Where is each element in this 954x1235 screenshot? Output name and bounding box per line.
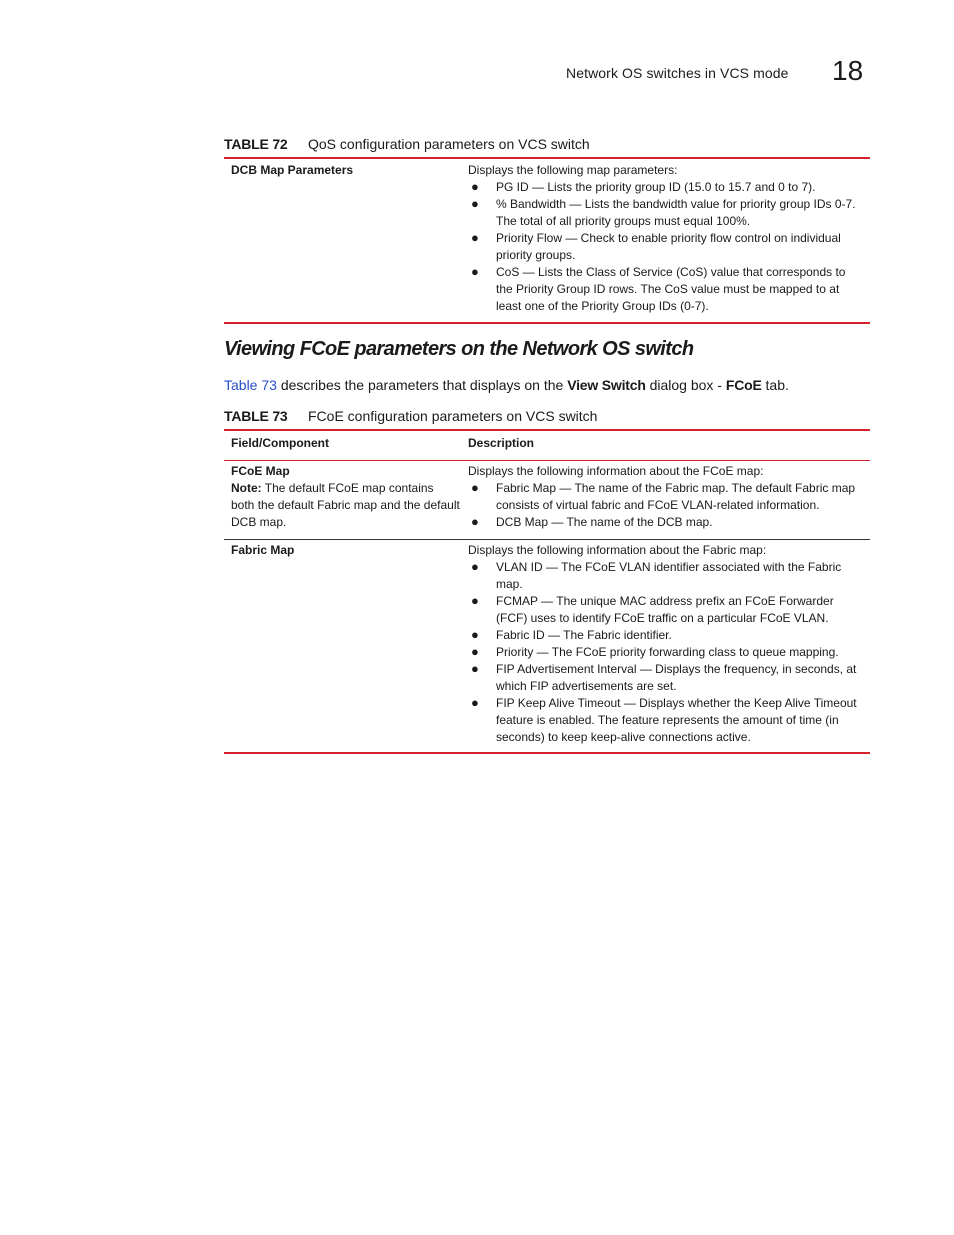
intro-text: tab. <box>761 377 789 393</box>
field-name: DCB Map Parameters <box>231 163 354 177</box>
intro-text: dialog box - <box>645 377 726 393</box>
table-72-title: QoS configuration parameters on VCS switch <box>308 136 590 152</box>
bullet-icon: ● <box>471 695 479 710</box>
bullet-icon: ● <box>471 593 479 608</box>
table-cell-field <box>224 158 468 323</box>
bullet-icon: ● <box>471 514 479 529</box>
list-item-text: FIP Advertisement Interval — Displays the frequency, in seconds, at which FIP advertisements are set. <box>496 662 857 693</box>
intro-paragraph <box>224 376 789 394</box>
list-item <box>468 661 864 695</box>
table-73-title: FCoE configuration parameters on VCS switch <box>308 408 598 424</box>
description-intro: Displays the following information about the Fabric map: <box>468 543 767 557</box>
bullet-list <box>468 559 864 746</box>
bullet-icon: ● <box>471 559 479 574</box>
list-item <box>468 627 864 644</box>
column-header-label: Description <box>468 436 535 450</box>
field-name: FCoE Map <box>231 464 290 478</box>
table-cell-description <box>468 158 870 323</box>
table-73 <box>224 429 870 754</box>
running-header-title: Network OS switches in VCS mode <box>566 65 789 81</box>
list-item-text: PG ID — Lists the priority group ID (15.0 to 15.7 and 0 to 7). <box>496 180 816 194</box>
bullet-list <box>468 480 864 531</box>
list-item-text: Priority Flow — Check to enable priority flow control on individual priority groups. <box>496 231 841 262</box>
list-item <box>468 264 864 315</box>
table-cell-description <box>468 461 870 540</box>
bullet-icon: ● <box>471 644 479 659</box>
list-item <box>468 230 864 264</box>
list-item <box>468 644 864 661</box>
table-73-caption <box>224 407 597 425</box>
table-header-row <box>224 430 870 461</box>
bullet-icon: ● <box>471 264 479 279</box>
bullet-icon: ● <box>471 661 479 676</box>
table-cell-description <box>468 540 870 754</box>
table-cell-field <box>224 461 468 540</box>
description-intro: Displays the following information about the FCoE map: <box>468 464 764 478</box>
table-73-label: TABLE 73 <box>224 408 288 424</box>
table-72 <box>224 157 870 324</box>
bullet-list <box>468 179 864 315</box>
list-item-text: FCMAP — The unique MAC address prefix an FCoE Forwarder (FCF) uses to identify FCoE traffic on a particular FCoE VLAN. <box>496 594 834 625</box>
ui-term-view-switch: View Switch <box>567 377 646 393</box>
list-item <box>468 480 864 514</box>
column-header-label: Field/Component <box>231 436 329 450</box>
list-item <box>468 179 864 196</box>
note-label: Note: <box>231 481 262 495</box>
list-item <box>468 196 864 230</box>
intro-text: describes the parameters that displays on the <box>276 377 568 393</box>
column-header-field <box>224 430 468 461</box>
table-row <box>224 158 870 323</box>
list-item-text: % Bandwidth — Lists the bandwidth value for priority group IDs 0-7. The total of all priority groups must equal 100%. <box>496 197 856 228</box>
section-heading: Viewing FCoE parameters on the Network OS switch <box>224 338 694 360</box>
ui-term-fcoe: FCoE <box>725 377 762 393</box>
field-name: Fabric Map <box>231 543 295 557</box>
column-header-description <box>468 430 870 461</box>
list-item <box>468 593 864 627</box>
list-item-text: Priority — The FCoE priority forwarding class to queue mapping. <box>496 645 839 659</box>
table-row <box>224 540 870 754</box>
list-item-text: DCB Map — The name of the DCB map. <box>496 515 713 529</box>
list-item-text: FIP Keep Alive Timeout — Displays whether the Keep Alive Timeout feature is enabled. The feature represents the amount of time (in seconds) to keep keep-alive connections active. <box>496 696 857 744</box>
note-text: The default FCoE map contains both the default Fabric map and the default DCB map. <box>231 481 460 529</box>
bullet-icon: ● <box>471 480 479 495</box>
bullet-icon: ● <box>471 196 479 211</box>
list-item-text: CoS — Lists the Class of Service (CoS) value that corresponds to the Priority Group ID rows. The CoS value must be mapped to at least one of the Priority Group IDs (0-7). <box>496 265 846 313</box>
bullet-icon: ● <box>471 179 479 194</box>
list-item-text: Fabric ID — The Fabric identifier. <box>496 628 672 642</box>
table-72-label: TABLE 72 <box>224 136 288 152</box>
table-72-caption <box>224 135 590 153</box>
list-item <box>468 514 864 531</box>
list-item-text: Fabric Map — The name of the Fabric map. The default Fabric map consists of virtual fabric and FCoE VLAN-related information. <box>496 481 856 512</box>
description-intro: Displays the following map parameters: <box>468 163 678 177</box>
bullet-icon: ● <box>471 627 479 642</box>
table-73-link[interactable]: Table 73 <box>224 377 277 393</box>
field-note <box>231 480 468 531</box>
list-item <box>468 695 864 746</box>
bullet-icon: ● <box>471 230 479 245</box>
chapter-number: 18 <box>832 55 864 86</box>
table-cell-field <box>224 540 468 754</box>
table-row <box>224 461 870 540</box>
list-item <box>468 559 864 593</box>
list-item-text: VLAN ID — The FCoE VLAN identifier associated with the Fabric map. <box>496 560 842 591</box>
